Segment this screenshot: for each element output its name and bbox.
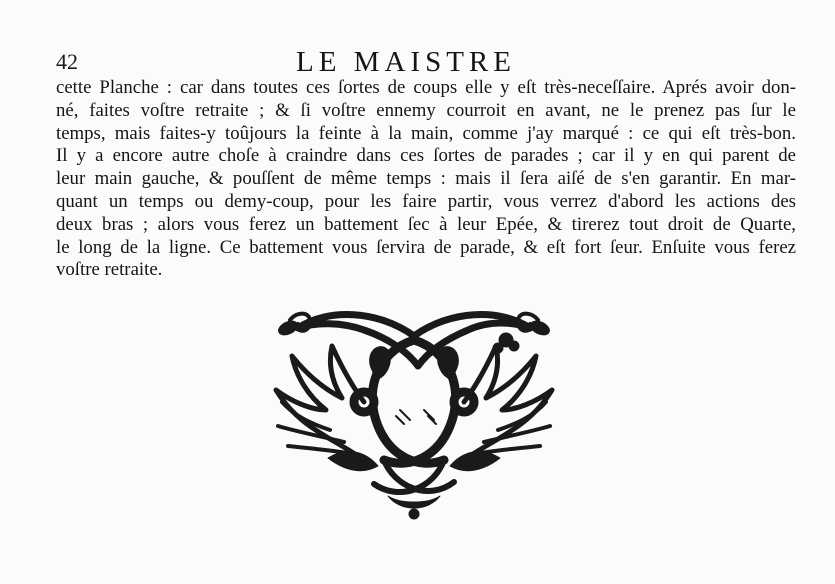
- text-line: Il y a encore autre choſe à craindre dans ces ſortes de parades ; car il y en qui parent de: [56, 145, 796, 167]
- text-line: temps, mais faites-y toûjours la feinte à la main, comme j'ay marqué : ce qui eſt très-bon.: [56, 122, 796, 144]
- floral-tailpiece-ornament-icon: [268, 306, 560, 522]
- page-number: 42: [56, 49, 78, 74]
- text-line: deux bras ; alors vous ferez un battement ſec à leur Epée, & tirerez tout droit de Quarte,: [56, 213, 796, 235]
- body-paragraph: [56, 77, 796, 282]
- text-line: leur main gauche, & pouſſent de même temps : mais il ſera aiſé de s'en garantir. En mar-: [56, 168, 796, 190]
- text-line: le long de la ligne. Ce battement vous ſervira de parade, & eſt fort ſeur. Enſuite vous ferez: [56, 236, 796, 258]
- text-line: cette Planche : car dans toutes ces ſortes de coups elle y eſt très-neceſſaire. Aprés avoir don-: [56, 77, 796, 98]
- text-line: voſtre retraite.: [56, 259, 163, 281]
- running-title: LE MAISTRE: [296, 46, 516, 78]
- text-line: quant un temps ou demy-coup, pour les faire partir, vous verrez d'abord les actions des: [56, 190, 796, 212]
- text-line: né, faites voſtre retraite ; & ſi voſtre ennemy courroit en avant, ne le prenez pas ſur le: [56, 99, 796, 121]
